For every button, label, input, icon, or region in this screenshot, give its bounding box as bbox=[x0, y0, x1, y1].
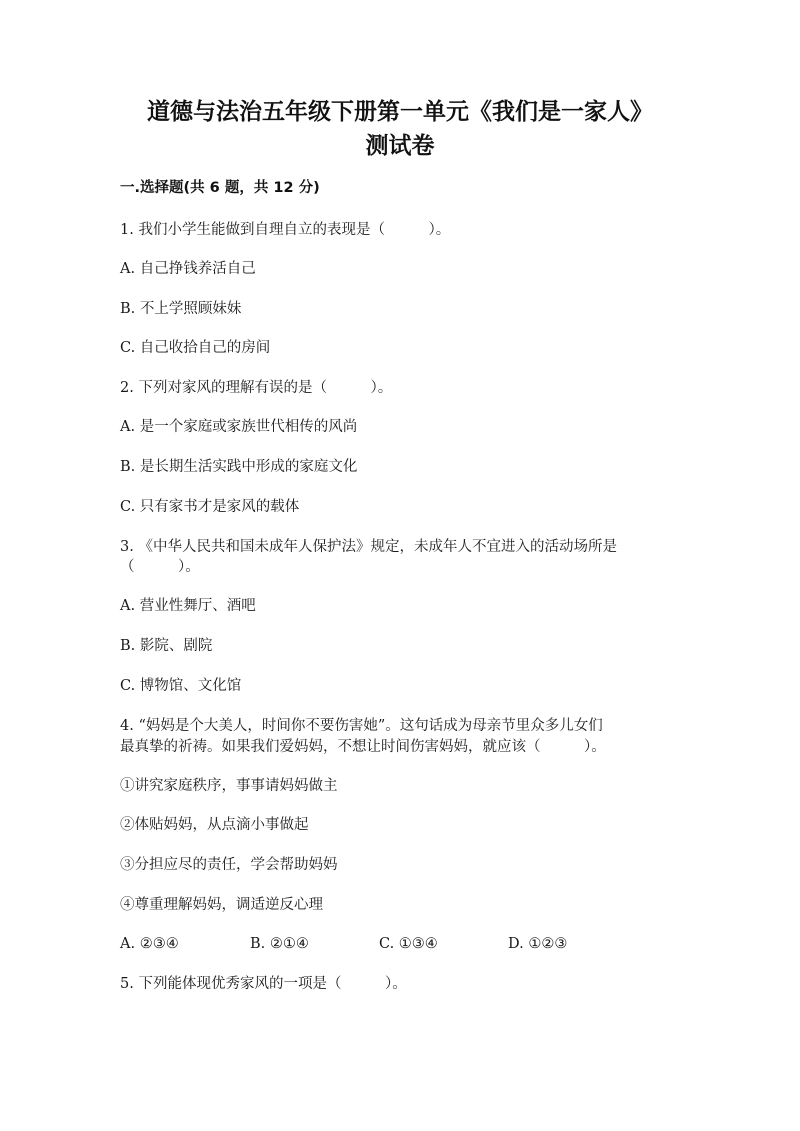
question-4-statement-3: ③分担应尽的责任，学会帮助妈妈 bbox=[120, 857, 338, 873]
question-5-stem: 5. 下列能体现优秀家风的一项是（ ）。 bbox=[120, 976, 407, 992]
question-2-option-c: C. 只有家书才是家风的载体 bbox=[120, 499, 300, 515]
exam-subtitle: 测试卷 bbox=[365, 133, 435, 159]
question-1-option-a: A. 自己挣钱养活自己 bbox=[120, 261, 256, 277]
question-2-stem: 2. 下列对家风的理解有误的是（ ）。 bbox=[120, 380, 393, 396]
question-4-statement-2: ②体贴妈妈，从点滴小事做起 bbox=[120, 817, 309, 833]
question-1-option-b: B. 不上学照顾妹妹 bbox=[120, 301, 242, 317]
question-4-option-a: A. ②③④ bbox=[120, 936, 179, 952]
question-4-stem-line1: 4. “妈妈是个大美人，时间你不要伤害她”。这句话成为母亲节里众多儿女们 bbox=[120, 718, 603, 734]
question-3-stem-line1: 3. 《中华人民共和国未成年人保护法》规定，未成年人不宜进入的活动场所是 bbox=[120, 539, 617, 555]
question-1-stem: 1. 我们小学生能做到自理自立的表现是（ ）。 bbox=[120, 222, 451, 238]
question-4-option-c: C. ①③④ bbox=[379, 936, 438, 952]
question-1-option-c: C. 自己收拾自己的房间 bbox=[120, 340, 271, 356]
section-heading: 一.选择题(共 6 题，共 12 分) bbox=[120, 180, 320, 196]
question-4-statement-4: ④尊重理解妈妈，调适逆反心理 bbox=[120, 897, 323, 913]
question-2-option-b: B. 是长期生活实践中形成的家庭文化 bbox=[120, 459, 358, 475]
question-3-stem-line2: （ ）。 bbox=[120, 559, 200, 575]
question-2-option-a: A. 是一个家庭或家族世代相传的风尚 bbox=[120, 419, 358, 435]
question-3-option-c: C. 博物馆、文化馆 bbox=[120, 678, 242, 694]
question-4-statement-1: ①讲究家庭秩序，事事请妈妈做主 bbox=[120, 778, 338, 794]
question-4-option-b: B. ②①④ bbox=[250, 936, 309, 952]
question-3-option-a: A. 营业性舞厅、酒吧 bbox=[120, 598, 256, 614]
exam-title: 道德与法治五年级下册第一单元《我们是一家人》 bbox=[147, 99, 653, 125]
question-3-option-b: B. 影院、剧院 bbox=[120, 638, 213, 654]
question-4-stem-line2: 最真挚的祈祷。如果我们爱妈妈，不想让时间伤害妈妈，就应该（ ）。 bbox=[120, 739, 606, 755]
question-4-option-d: D. ①②③ bbox=[508, 936, 568, 952]
